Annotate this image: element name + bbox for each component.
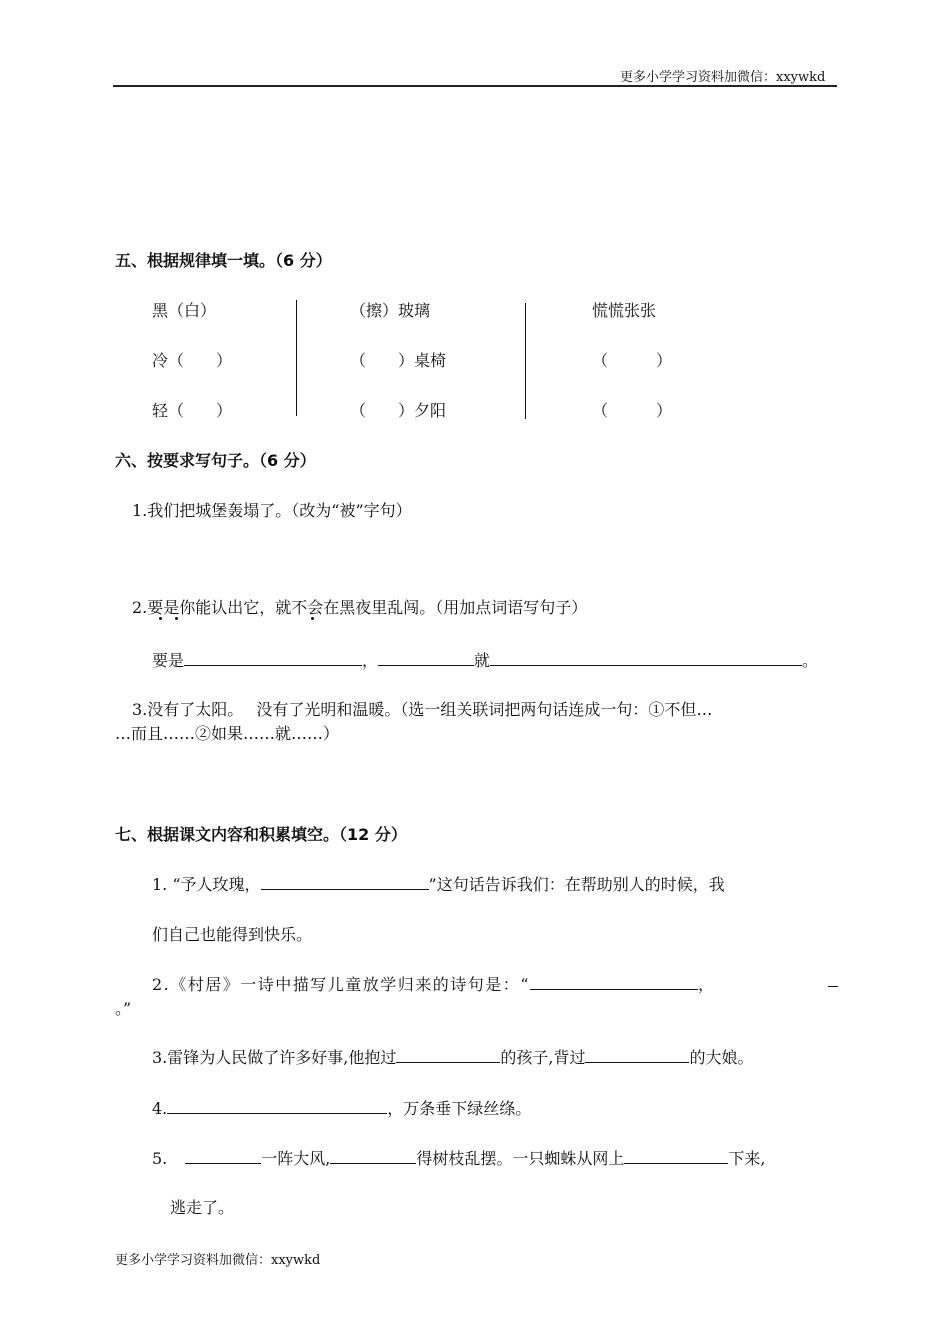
s7-q1-line1	[152, 872, 725, 895]
s7-q5-text2: 得树枝乱摆。一只蜘蛛从网上	[416, 1149, 625, 1168]
section5-title: 五、根据规律填一填。（6 分）	[115, 251, 332, 270]
s5-divider-1	[296, 300, 297, 416]
answer-blank[interactable]	[490, 651, 802, 666]
section6-title: 六、按要求写句子。（6 分）	[115, 451, 316, 470]
s7-q4-prefix: 4.	[152, 1099, 168, 1118]
s6-q2: 2.要是你能认出它，就不会在黑夜里乱闯。（用加点词语写句子）	[132, 598, 588, 617]
s7-q3-mid: 的孩子,背过	[500, 1048, 586, 1067]
s7-q1-suffix: ”这句话告诉我们：在帮助别人的时候，我	[428, 875, 725, 894]
s5-col3-row3: （ ）	[592, 401, 673, 420]
s5-col3-row1: 慌慌张张	[592, 301, 657, 320]
s7-q2-comma: ，	[697, 975, 716, 994]
fill-comma: ，	[362, 651, 379, 670]
fill-label-jiu: 就	[474, 651, 491, 670]
s7-q1-line2: 们自己也能得到快乐。	[152, 925, 313, 944]
s7-q2-line1	[152, 972, 715, 995]
footer-note: 更多小学学习资料加微信：xxywkd	[115, 1253, 321, 1268]
s7-q5-prefix: 5.	[152, 1149, 168, 1168]
answer-blank[interactable]	[378, 651, 474, 666]
fill-period: 。	[802, 651, 819, 670]
s5-col2-row3: （ ）夕阳	[350, 401, 447, 420]
s7-q5-text3: 下来,	[728, 1149, 766, 1168]
section7-title: 七、根据课文内容和积累填空。（12 分）	[115, 825, 407, 844]
s5-col1-row3: 轻（ ）	[152, 401, 233, 420]
s6-q2-fill	[152, 648, 818, 671]
s5-col1-row2: 冷（ ）	[152, 351, 233, 370]
s7-q2-prefix: 2.《村居》一诗中描写儿童放学归来的诗句是：“	[152, 975, 530, 994]
answer-blank[interactable]	[167, 1099, 387, 1114]
s5-col2-row1: （擦）玻璃	[350, 301, 431, 320]
emphasis-dot	[175, 617, 178, 620]
emphasis-dot	[311, 617, 314, 620]
answer-blank[interactable]	[530, 975, 698, 990]
s6-q1: 1.我们把城堡轰塌了。（改为“被”字句）	[132, 501, 412, 520]
s7-q5-text1: 一阵大风,	[261, 1149, 331, 1168]
answer-blank[interactable]	[185, 1149, 261, 1164]
s7-q2-line2: 。”	[115, 999, 132, 1018]
answer-blank[interactable]	[330, 1149, 416, 1164]
answer-blank[interactable]	[624, 1149, 728, 1164]
header-note: 更多小学学习资料加微信：xxywkd	[620, 70, 826, 85]
s5-col3-row2: （ ）	[592, 351, 673, 370]
header-rule	[113, 85, 837, 87]
s7-q5-line1	[152, 1146, 765, 1169]
s7-q3-suffix: 的大娘。	[689, 1048, 754, 1067]
answer-blank[interactable]	[261, 875, 429, 890]
answer-blank[interactable]	[396, 1048, 500, 1063]
s7-q3-prefix: 3.雷锋为人民做了许多好事,他抱过	[152, 1048, 397, 1067]
s7-q4-suffix: ，万条垂下绿丝绦。	[387, 1099, 532, 1118]
s7-q1-prefix: 1. “予人玫瑰，	[152, 875, 261, 894]
answer-blank[interactable]	[184, 651, 362, 666]
answer-blank[interactable]	[828, 972, 838, 987]
s5-col2-row2: （ ）桌椅	[350, 351, 447, 370]
answer-blank[interactable]	[585, 1048, 689, 1063]
emphasis-dot	[159, 617, 162, 620]
s5-divider-2	[525, 303, 526, 419]
s6-q3-line1: 3.没有了太阳。 没有了光明和温暖。（选一组关联词把两句话连成一句：①不但…	[132, 700, 713, 719]
s7-q4	[152, 1096, 531, 1119]
s7-q5-line2: 逃走了。	[170, 1198, 235, 1217]
fill-label-yaoshi: 要是	[152, 651, 185, 670]
s7-q3	[152, 1045, 753, 1068]
s6-q3-line2: …而且……②如果……就……）	[115, 724, 340, 743]
s5-col1-row1: 黑（白）	[152, 301, 217, 320]
